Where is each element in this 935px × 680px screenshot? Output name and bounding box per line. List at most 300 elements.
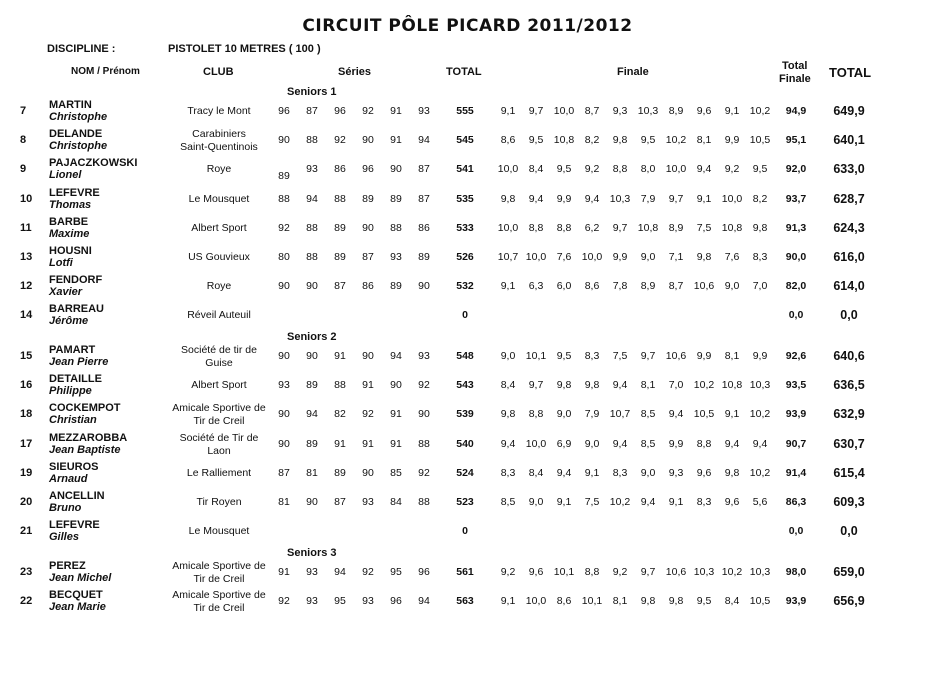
finale-shot: 8,5 bbox=[500, 496, 516, 508]
finale-shot: 8,4 bbox=[528, 466, 544, 479]
grand-total: 616,0 bbox=[833, 250, 865, 264]
finale-shot: 9,2 bbox=[612, 566, 628, 578]
rank-number: 18 bbox=[20, 408, 33, 421]
competitor-name bbox=[49, 589, 106, 613]
finale-shot: 8,3 bbox=[500, 466, 516, 479]
finale-shot: 8,5 bbox=[640, 437, 656, 450]
finale-shot: 9,1 bbox=[584, 466, 600, 479]
club-name bbox=[159, 560, 279, 586]
club-line: Tir de Creil bbox=[193, 415, 245, 428]
total-finale: 91,4 bbox=[785, 466, 807, 479]
series-score: 89 bbox=[306, 379, 318, 392]
finale-shot: 8,4 bbox=[528, 163, 544, 176]
series-total: 526 bbox=[456, 251, 474, 263]
rank-number: 7 bbox=[20, 105, 27, 117]
finale-shot: 9,0 bbox=[640, 466, 656, 479]
finale-shot: 10,0 bbox=[553, 105, 575, 117]
grand-total: 640,1 bbox=[833, 133, 865, 148]
series-score: 91 bbox=[334, 437, 346, 450]
page-title: CIRCUIT PÔLE PICARD 2011/2012 bbox=[302, 16, 633, 36]
finale-shot: 10,3 bbox=[749, 566, 771, 578]
finale-shot: 5,6 bbox=[752, 496, 768, 508]
series-total: 541 bbox=[456, 163, 474, 176]
competitor-name bbox=[49, 303, 104, 327]
series-score: 89 bbox=[334, 251, 346, 263]
finale-shot: 10,2 bbox=[693, 379, 715, 392]
finale-shot: 7,5 bbox=[696, 221, 712, 234]
first-name: Gilles bbox=[49, 531, 79, 544]
total-finale: 0,0 bbox=[788, 525, 804, 538]
finale-shot: 8,8 bbox=[528, 408, 544, 421]
series-score: 89 bbox=[278, 170, 290, 183]
section-label: Seniors 1 bbox=[287, 86, 337, 98]
club-name bbox=[159, 105, 279, 118]
finale-shot: 9,4 bbox=[584, 192, 600, 205]
finale-shot: 8,6 bbox=[500, 134, 516, 147]
series-score: 96 bbox=[362, 163, 374, 176]
first-name: Lotfi bbox=[49, 257, 73, 269]
series-score: 89 bbox=[390, 192, 402, 205]
grand-total: 640,6 bbox=[833, 349, 865, 363]
series-score: 92 bbox=[362, 105, 374, 117]
finale-shot: 10,2 bbox=[749, 408, 771, 421]
series-score: 89 bbox=[418, 251, 430, 263]
series-score: 89 bbox=[306, 437, 318, 450]
series-score: 86 bbox=[362, 280, 374, 293]
series-score: 96 bbox=[418, 566, 430, 578]
series-total: 0 bbox=[462, 309, 468, 322]
finale-shot: 9,4 bbox=[696, 163, 712, 176]
club-name bbox=[159, 280, 279, 293]
rank-number: 10 bbox=[20, 192, 33, 205]
grand-total: 630,7 bbox=[833, 436, 865, 451]
finale-shot: 8,2 bbox=[584, 134, 600, 147]
header-total-finale-2: Finale bbox=[779, 73, 811, 85]
finale-shot: 9,4 bbox=[612, 437, 628, 450]
club-name bbox=[159, 193, 279, 206]
series-score: 90 bbox=[390, 379, 402, 392]
finale-shot: 8,0 bbox=[640, 163, 656, 176]
rank-number: 11 bbox=[20, 221, 32, 234]
club-line: Tir de Creil bbox=[193, 602, 245, 615]
discipline-value: PISTOLET 10 METRES ( 100 ) bbox=[168, 43, 321, 55]
series-score: 89 bbox=[334, 221, 346, 234]
series-score: 89 bbox=[362, 192, 374, 205]
competitor-name bbox=[49, 99, 107, 123]
finale-shot: 10,0 bbox=[665, 163, 687, 176]
finale-shot: 10,2 bbox=[609, 496, 631, 508]
series-score: 88 bbox=[418, 437, 430, 450]
finale-shot: 10,6 bbox=[665, 350, 687, 362]
finale-shot: 7,9 bbox=[584, 408, 600, 421]
first-name: Maxime bbox=[49, 227, 90, 240]
rank-number: 15 bbox=[20, 350, 33, 362]
series-score: 88 bbox=[334, 192, 346, 205]
series-score: 91 bbox=[278, 566, 290, 578]
rank-number: 16 bbox=[20, 379, 33, 392]
club-name bbox=[159, 525, 279, 538]
grand-total: 628,7 bbox=[833, 191, 865, 206]
series-score: 95 bbox=[390, 566, 402, 578]
finale-shot: 10,8 bbox=[553, 134, 575, 147]
last-name: DETAILLE bbox=[49, 373, 102, 386]
series-score: 94 bbox=[418, 595, 430, 608]
finale-shot: 9,1 bbox=[500, 280, 516, 293]
series-score: 80 bbox=[278, 251, 290, 263]
competitor-name bbox=[49, 216, 89, 240]
finale-shot: 8,8 bbox=[584, 566, 600, 578]
club-name bbox=[159, 402, 279, 428]
series-score: 90 bbox=[362, 466, 374, 479]
finale-shot: 9,8 bbox=[668, 595, 684, 608]
last-name: PAJACZKOWSKI bbox=[49, 157, 138, 170]
series-score: 95 bbox=[334, 595, 346, 608]
finale-shot: 7,6 bbox=[556, 251, 572, 263]
finale-shot: 10,1 bbox=[581, 595, 603, 608]
club-line: Albert Sport bbox=[191, 379, 247, 392]
club-name bbox=[159, 251, 279, 264]
finale-shot: 6,3 bbox=[528, 280, 544, 293]
series-score: 93 bbox=[418, 105, 430, 117]
series-score: 81 bbox=[306, 466, 318, 479]
finale-shot: 9,8 bbox=[556, 379, 572, 392]
finale-shot: 7,0 bbox=[668, 379, 684, 392]
last-name: DELANDE bbox=[49, 128, 103, 141]
total-finale: 91,3 bbox=[785, 221, 807, 234]
series-score: 88 bbox=[306, 221, 318, 234]
finale-shot: 9,6 bbox=[696, 105, 712, 117]
finale-shot: 10,3 bbox=[749, 379, 771, 392]
finale-shot: 9,8 bbox=[696, 251, 712, 263]
series-score: 90 bbox=[362, 350, 374, 362]
finale-shot: 8,8 bbox=[612, 163, 628, 176]
competitor-name bbox=[49, 344, 108, 368]
club-name bbox=[159, 222, 279, 235]
finale-shot: 9,8 bbox=[500, 192, 516, 205]
rank-number: 14 bbox=[20, 309, 33, 322]
series-score: 87 bbox=[418, 192, 430, 205]
finale-shot: 9,7 bbox=[528, 379, 544, 392]
grand-total: 649,9 bbox=[833, 104, 865, 118]
club-line: Amicale Sportive de bbox=[172, 402, 266, 415]
finale-shot: 10,6 bbox=[665, 566, 687, 578]
finale-shot: 8,8 bbox=[696, 437, 712, 450]
series-score: 87 bbox=[334, 496, 346, 508]
finale-shot: 9,2 bbox=[584, 163, 600, 176]
series-score: 92 bbox=[362, 566, 374, 578]
finale-shot: 7,8 bbox=[612, 280, 628, 293]
series-score: 88 bbox=[334, 379, 346, 392]
finale-shot: 8,9 bbox=[640, 280, 656, 293]
finale-shot: 9,2 bbox=[500, 566, 516, 578]
finale-shot: 9,5 bbox=[752, 163, 768, 176]
series-score: 94 bbox=[306, 192, 318, 205]
finale-shot: 9,4 bbox=[500, 437, 516, 450]
series-score: 84 bbox=[390, 496, 402, 508]
series-total: 545 bbox=[456, 134, 474, 147]
finale-shot: 9,1 bbox=[724, 105, 740, 117]
club-name bbox=[159, 163, 279, 176]
series-score: 90 bbox=[362, 134, 374, 147]
series-score: 88 bbox=[306, 251, 318, 263]
last-name: ANCELLIN bbox=[49, 490, 105, 502]
finale-shot: 7,6 bbox=[724, 251, 740, 263]
total-finale: 92,0 bbox=[785, 163, 807, 176]
series-total: 535 bbox=[456, 192, 474, 205]
finale-shot: 8,4 bbox=[500, 379, 516, 392]
series-score: 93 bbox=[278, 379, 290, 392]
total-finale: 92,6 bbox=[785, 350, 807, 362]
total-finale: 94,9 bbox=[785, 105, 807, 117]
first-name: Thomas bbox=[49, 198, 92, 211]
finale-shot: 10,8 bbox=[721, 221, 743, 234]
series-score: 92 bbox=[278, 595, 290, 608]
series-score: 92 bbox=[418, 466, 430, 479]
finale-shot: 6,2 bbox=[584, 221, 600, 234]
series-score: 96 bbox=[334, 105, 346, 117]
series-total: 540 bbox=[456, 437, 474, 450]
first-name: Philippe bbox=[49, 385, 92, 398]
competitor-name bbox=[49, 245, 92, 269]
last-name: SIEUROS bbox=[49, 460, 99, 473]
series-score: 90 bbox=[278, 437, 290, 450]
finale-shot: 10,0 bbox=[497, 221, 519, 234]
series-score: 81 bbox=[278, 496, 290, 508]
series-total: 533 bbox=[456, 221, 474, 234]
finale-shot: 9,1 bbox=[724, 408, 740, 421]
series-score: 93 bbox=[306, 595, 318, 608]
club-line: Guise bbox=[205, 357, 233, 369]
club-line: US Gouvieux bbox=[188, 251, 250, 263]
finale-shot: 9,5 bbox=[528, 134, 544, 147]
club-line: Laon bbox=[207, 444, 231, 457]
finale-shot: 7,0 bbox=[752, 280, 768, 293]
finale-shot: 6,0 bbox=[556, 280, 572, 293]
finale-shot: 8,7 bbox=[584, 105, 600, 117]
last-name: PEREZ bbox=[49, 560, 86, 572]
series-score: 92 bbox=[362, 408, 374, 421]
first-name: Jean Baptiste bbox=[49, 443, 121, 456]
finale-shot: 10,3 bbox=[609, 192, 631, 205]
club-line: Carabiniers bbox=[192, 128, 246, 141]
finale-shot: 9,1 bbox=[500, 105, 516, 117]
series-score: 91 bbox=[390, 437, 402, 450]
series-total: 543 bbox=[456, 379, 474, 392]
series-score: 88 bbox=[390, 221, 402, 234]
finale-shot: 8,3 bbox=[752, 251, 768, 263]
last-name: BECQUET bbox=[49, 589, 103, 602]
series-score: 93 bbox=[418, 350, 430, 362]
finale-shot: 9,9 bbox=[668, 437, 684, 450]
finale-shot: 10,0 bbox=[525, 595, 547, 608]
last-name: LEFEVRE bbox=[49, 186, 100, 199]
first-name: Bruno bbox=[49, 502, 82, 514]
series-total: 0 bbox=[462, 525, 468, 538]
finale-shot: 9,7 bbox=[528, 105, 544, 117]
competitor-name bbox=[49, 157, 137, 181]
finale-shot: 8,3 bbox=[584, 350, 600, 362]
finale-shot: 9,9 bbox=[612, 251, 628, 263]
series-score: 90 bbox=[418, 408, 430, 421]
finale-shot: 10,7 bbox=[497, 251, 519, 263]
finale-shot: 9,0 bbox=[500, 350, 516, 362]
series-score: 87 bbox=[306, 105, 318, 117]
finale-shot: 10,1 bbox=[525, 350, 547, 362]
finale-shot: 9,7 bbox=[612, 221, 628, 234]
last-name: COCKEMPOT bbox=[49, 402, 121, 415]
rank-number: 8 bbox=[20, 134, 27, 147]
series-score: 93 bbox=[390, 251, 402, 263]
series-score: 90 bbox=[390, 163, 402, 176]
finale-shot: 8,6 bbox=[556, 595, 572, 608]
finale-shot: 9,5 bbox=[640, 134, 656, 147]
finale-shot: 8,2 bbox=[752, 192, 768, 205]
series-score: 90 bbox=[306, 496, 318, 508]
finale-shot: 8,1 bbox=[612, 595, 628, 608]
section-label: Seniors 2 bbox=[287, 331, 337, 343]
series-score: 91 bbox=[390, 408, 402, 421]
finale-shot: 10,1 bbox=[553, 566, 575, 578]
series-total: 523 bbox=[456, 496, 474, 508]
series-score: 88 bbox=[418, 496, 430, 508]
series-total: 539 bbox=[456, 408, 474, 421]
rank-number: 12 bbox=[20, 280, 33, 293]
competitor-name bbox=[49, 128, 107, 152]
first-name: Lionel bbox=[49, 169, 82, 182]
grand-total: 636,5 bbox=[833, 378, 865, 393]
finale-shot: 8,8 bbox=[528, 221, 544, 234]
finale-shot: 10,2 bbox=[721, 566, 743, 578]
finale-shot: 10,8 bbox=[721, 379, 743, 392]
competitor-name bbox=[49, 402, 121, 426]
finale-shot: 8,5 bbox=[640, 408, 656, 421]
series-total: 524 bbox=[456, 466, 474, 479]
finale-shot: 9,1 bbox=[500, 595, 516, 608]
series-score: 88 bbox=[278, 192, 290, 205]
finale-shot: 9,3 bbox=[668, 466, 684, 479]
finale-shot: 8,1 bbox=[724, 350, 740, 362]
finale-shot: 9,7 bbox=[640, 350, 656, 362]
club-line: Société de Tir de bbox=[179, 431, 259, 444]
rank-number: 13 bbox=[20, 251, 33, 263]
finale-shot: 9,0 bbox=[640, 251, 656, 263]
series-score: 93 bbox=[362, 496, 374, 508]
club-name bbox=[159, 128, 279, 154]
first-name: Christophe bbox=[49, 140, 108, 153]
competitor-name bbox=[49, 560, 111, 584]
total-finale: 95,1 bbox=[785, 134, 807, 147]
header-series: Séries bbox=[338, 66, 372, 78]
series-score: 91 bbox=[362, 379, 374, 392]
finale-shot: 8,3 bbox=[696, 496, 712, 508]
header-club: CLUB bbox=[203, 66, 234, 78]
club-line: Saint-Quentinois bbox=[180, 141, 258, 154]
series-score: 92 bbox=[278, 221, 290, 234]
finale-shot: 9,9 bbox=[556, 192, 572, 205]
rank-number: 9 bbox=[20, 163, 27, 176]
competitor-name bbox=[49, 461, 99, 485]
total-finale: 93,7 bbox=[785, 192, 807, 205]
series-score: 90 bbox=[306, 280, 318, 293]
total-finale: 82,0 bbox=[785, 280, 807, 293]
finale-shot: 9,6 bbox=[696, 466, 712, 479]
finale-shot: 9,4 bbox=[612, 379, 628, 392]
last-name: HOUSNI bbox=[49, 245, 92, 257]
total-finale: 0,0 bbox=[788, 309, 804, 322]
finale-shot: 8,1 bbox=[696, 134, 712, 147]
series-score: 89 bbox=[334, 466, 346, 479]
club-line: Albert Sport bbox=[191, 221, 247, 234]
finale-shot: 8,9 bbox=[668, 105, 684, 117]
finale-shot: 9,8 bbox=[500, 408, 516, 421]
finale-shot: 9,9 bbox=[696, 350, 712, 362]
rank-number: 23 bbox=[20, 566, 33, 578]
competitor-name bbox=[49, 490, 105, 514]
series-score: 94 bbox=[418, 134, 430, 147]
series-score: 91 bbox=[334, 350, 346, 362]
rank-number: 22 bbox=[20, 595, 33, 608]
finale-shot: 10,0 bbox=[497, 163, 519, 176]
total-finale: 93,9 bbox=[785, 408, 807, 421]
grand-total: 615,4 bbox=[833, 465, 865, 480]
header-grand-total: TOTAL bbox=[829, 65, 872, 80]
first-name: Christophe bbox=[49, 111, 108, 123]
competitor-name bbox=[49, 519, 100, 543]
last-name: LEFEVRE bbox=[49, 519, 100, 532]
series-score: 92 bbox=[334, 134, 346, 147]
first-name: Jean Michel bbox=[49, 572, 112, 584]
last-name: MARTIN bbox=[49, 99, 92, 111]
finale-shot: 9,0 bbox=[528, 496, 544, 508]
rank-number: 20 bbox=[20, 496, 33, 508]
club-line: Tracy le Mont bbox=[187, 105, 251, 117]
grand-total: 656,9 bbox=[833, 594, 865, 609]
finale-shot: 9,4 bbox=[668, 408, 684, 421]
finale-shot: 9,0 bbox=[584, 437, 600, 450]
finale-shot: 9,4 bbox=[724, 437, 740, 450]
finale-shot: 9,1 bbox=[696, 192, 712, 205]
finale-shot: 8,8 bbox=[556, 221, 572, 234]
finale-shot: 9,6 bbox=[528, 566, 544, 578]
series-score: 90 bbox=[278, 350, 290, 362]
grand-total: 0,0 bbox=[840, 308, 858, 323]
series-score: 93 bbox=[362, 595, 374, 608]
series-score: 90 bbox=[362, 221, 374, 234]
finale-shot: 9,9 bbox=[724, 134, 740, 147]
series-score: 82 bbox=[334, 408, 346, 421]
series-score: 86 bbox=[418, 221, 430, 234]
series-total: 555 bbox=[456, 105, 474, 117]
rank-number: 17 bbox=[20, 437, 33, 450]
finale-shot: 9,0 bbox=[556, 408, 572, 421]
series-score: 94 bbox=[306, 408, 318, 421]
finale-shot: 9,6 bbox=[724, 496, 740, 508]
grand-total: 624,3 bbox=[833, 220, 865, 235]
grand-total: 614,0 bbox=[833, 279, 865, 294]
finale-shot: 9,7 bbox=[640, 566, 656, 578]
series-score: 85 bbox=[390, 466, 402, 479]
finale-shot: 9,8 bbox=[724, 466, 740, 479]
first-name: Jean Pierre bbox=[49, 356, 109, 368]
series-score: 90 bbox=[306, 350, 318, 362]
finale-shot: 10,3 bbox=[637, 105, 659, 117]
series-score: 88 bbox=[306, 134, 318, 147]
finale-shot: 10,0 bbox=[525, 251, 547, 263]
series-score: 87 bbox=[362, 251, 374, 263]
section-label: Seniors 3 bbox=[287, 547, 337, 559]
total-finale: 90,7 bbox=[785, 437, 807, 450]
finale-shot: 10,0 bbox=[525, 437, 547, 450]
